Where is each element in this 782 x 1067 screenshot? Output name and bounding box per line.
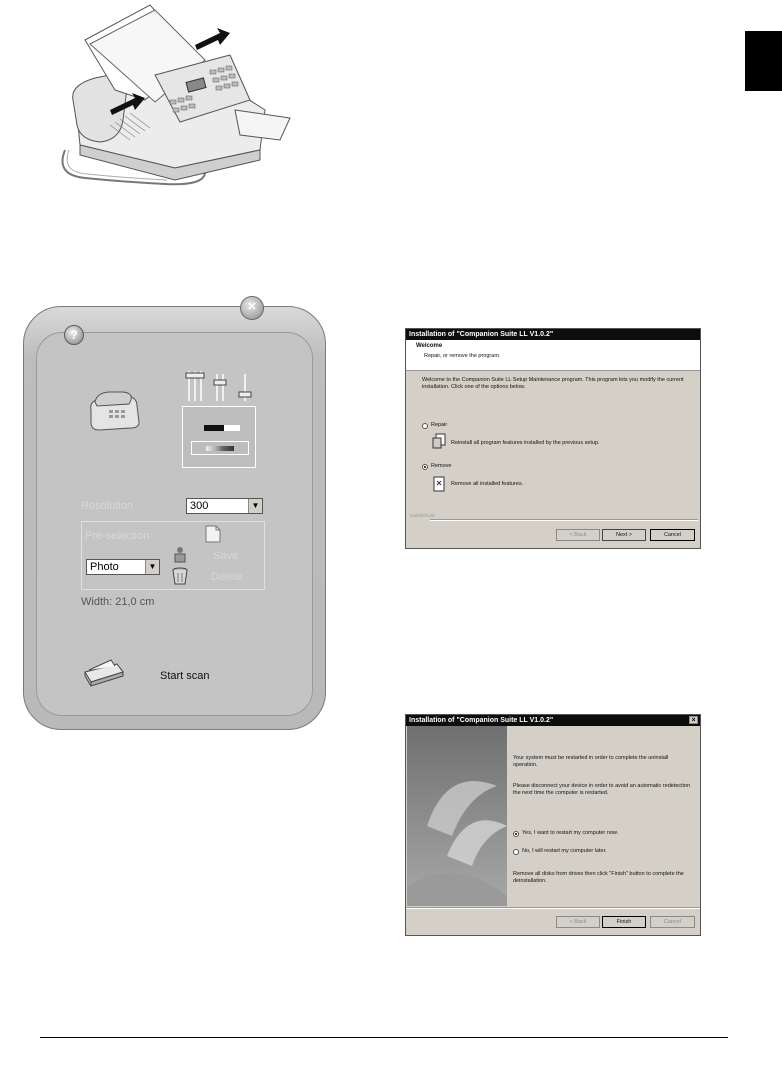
header-title: Welcome xyxy=(416,343,443,349)
repair-icon xyxy=(432,433,446,449)
dialog-title: Installation of "Companion Suite LL V1.0.2" xyxy=(409,717,554,724)
dialog-header xyxy=(406,340,700,371)
footer-separator xyxy=(430,519,698,521)
dialog-title: Installation of "Companion Suite LL V1.0.2" xyxy=(409,331,554,338)
scan-window xyxy=(23,296,326,730)
resolution-value: 300 xyxy=(190,500,209,512)
footer-separator xyxy=(406,907,700,909)
brightness-indicator[interactable] xyxy=(191,441,249,455)
next-button[interactable]: Next > xyxy=(602,529,646,541)
dialog-titlebar xyxy=(406,715,700,726)
dialog-titlebar xyxy=(406,329,700,340)
remove-description: Remove all installed features. xyxy=(451,481,524,487)
restart-now-radio[interactable] xyxy=(513,831,519,837)
chevron-down-icon[interactable]: ▼ xyxy=(248,499,262,513)
save-button[interactable]: Save xyxy=(213,550,239,562)
save-icon[interactable] xyxy=(172,546,188,564)
remove-disks-note: Remove all disks from drives then click "Finish" button to complete the deinstallation. xyxy=(513,871,684,884)
restart-later-radio[interactable] xyxy=(513,849,519,855)
fax-machine-illustration xyxy=(55,0,305,195)
resolution-select[interactable] xyxy=(186,498,263,514)
contrast-indicator xyxy=(204,425,240,431)
repair-description: Reinstall all program features installed by the previous setup. xyxy=(451,440,600,446)
remove-label[interactable]: Remove xyxy=(431,463,452,469)
chevron-down-icon[interactable]: ▼ xyxy=(145,560,159,574)
preselection-label: Pre-selection xyxy=(85,530,150,542)
close-icon[interactable]: × xyxy=(240,296,264,320)
close-icon[interactable]: × xyxy=(689,716,698,724)
remove-radio[interactable] xyxy=(422,464,428,470)
delete-icon[interactable] xyxy=(171,566,189,586)
remove-icon xyxy=(432,475,446,493)
save-page-icon xyxy=(205,525,221,543)
installshield-brand: InstallShield xyxy=(410,513,435,518)
repair-radio[interactable] xyxy=(422,423,428,429)
resolution-label: Resolution xyxy=(81,500,133,512)
restart-later-label[interactable]: No, I will restart my computer later. xyxy=(522,848,607,854)
side-tab-marker xyxy=(745,31,782,91)
installer-artwork xyxy=(407,726,507,906)
sliders-icon xyxy=(183,368,263,404)
delete-button[interactable]: Delete xyxy=(211,571,243,583)
image-preview xyxy=(182,406,256,468)
back-button[interactable]: < Back xyxy=(556,916,600,928)
preset-select[interactable] xyxy=(86,559,160,575)
preset-value: Photo xyxy=(90,561,119,573)
page-bottom-rule xyxy=(40,1037,728,1038)
restart-now-label[interactable]: Yes, I want to restart my computer now. xyxy=(522,830,619,836)
maintenance-dialog xyxy=(405,328,701,549)
header-subtitle: Repair, or remove the program. xyxy=(424,353,501,359)
installshield-brand: InstallShield xyxy=(410,902,435,907)
disconnect-note: Please disconnect your device in order to avoid an automatic redetection the next time the computer is restarted. xyxy=(513,783,691,796)
start-scan-button[interactable]: Start scan xyxy=(160,670,210,682)
scanner-icon[interactable] xyxy=(81,658,125,688)
finish-button[interactable]: Finish xyxy=(602,916,646,928)
repair-label[interactable]: Repair xyxy=(431,422,448,428)
width-readout: Width: 21,0 cm xyxy=(81,596,155,608)
fax-icon xyxy=(85,388,145,434)
intro-text: Welcome to the Companion Suite LL Setup Maintenance program. This program lets you modify the current installation. Click one of the options below. xyxy=(422,377,684,390)
back-button[interactable]: < Back xyxy=(556,529,600,541)
restart-dialog xyxy=(405,714,701,936)
cancel-button[interactable]: Cancel xyxy=(650,916,695,928)
restart-message: Your system must be restarted in order to complete the uninstall operation. xyxy=(513,755,669,768)
cancel-button[interactable]: Cancel xyxy=(650,529,695,541)
help-icon[interactable]: ? xyxy=(64,325,84,345)
